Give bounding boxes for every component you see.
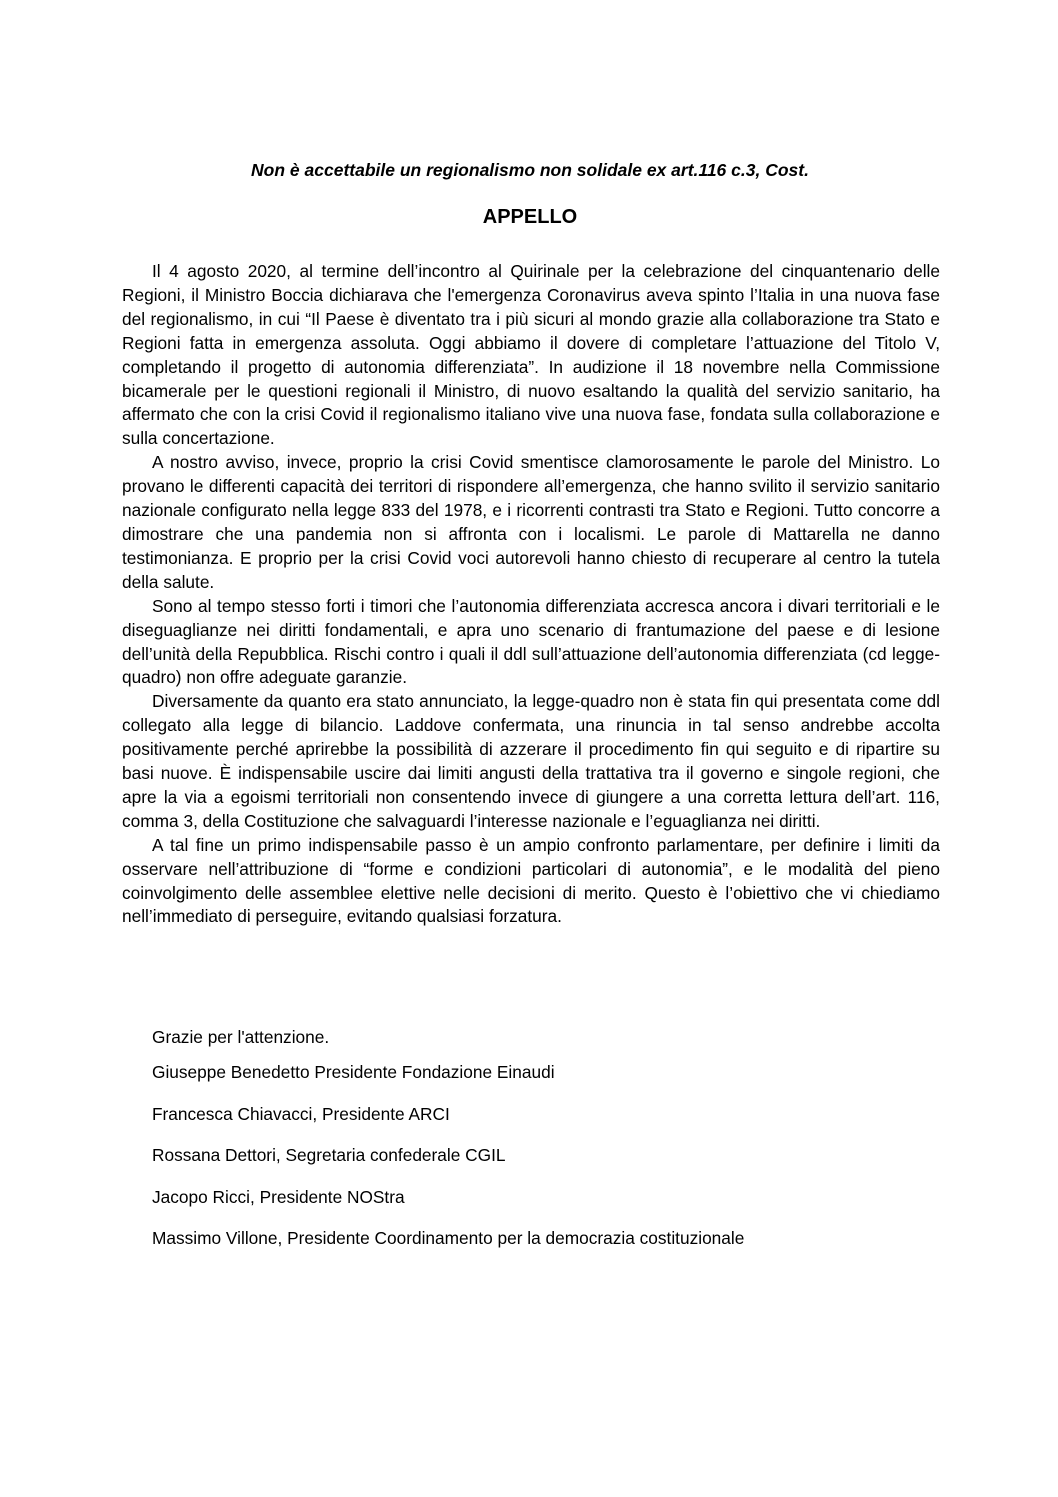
signatory: Jacopo Ricci, Presidente NOStra	[152, 1186, 405, 1207]
signatory: Francesca Chiavacci, Presidente ARCI	[152, 1103, 450, 1124]
body-paragraph: Il 4 agosto 2020, al termine dell’incontro al Quirinale per la celebrazione del cinquantenario delle Regioni, il Ministro Boccia dichiarava che l'emergenza Coronavirus aveva spinto l’Italia in una nuova fase del regionalismo, in cui “Il Paese è diventato tra i più sicuri al mondo grazie alla collaborazione tra Stato e Regioni fatta in emergenza assoluta. Oggi abbiamo il dovere di completare l’attuazione del Titolo V, completando il progetto di autonomia differenziata”. In audizione il 18 novembre nella Commissione bicamerale per le questioni regionali il Ministro, di nuovo esaltando la qualità del servizio sanitario, ha affermato che con la crisi Covid il regionalismo italiano vive una nuova fase, fondata sulla collaborazione e sulla concertazione.	[122, 261, 940, 449]
signatory: Giuseppe Benedetto Presidente Fondazione Einaudi	[152, 1062, 555, 1082]
body-paragraph: Sono al tempo stesso forti i timori che l’autonomia differenziata accresca ancora i divari territoriali e le diseguaglianze nei diritti fondamentali, e apra uno scenario di frantumazione del paese e di lesione dell’unità della Repubblica. Rischi contro i quali il ddl sull’attuazione dell’autonomia differenziata (cd legge-quadro) non offre adeguate garanzie.	[122, 595, 940, 688]
document-body	[122, 260, 940, 929]
document-title: APPELLO	[482, 206, 578, 228]
closing-thanks: Grazie per l'attenzione.	[152, 1027, 330, 1047]
signature-list	[152, 1060, 932, 1268]
body-paragraph: A nostro avviso, invece, proprio la crisi Covid smentisce clamorosamente le parole del Ministro. Lo provano le differenti capacità dei territori di rispondere all’emergenza, che hanno svilito il servizio sanitario nazionale configurato nella legge 833 del 1978, e i ricorrenti contrasti tra Stato e Regioni. Tutto concorre a dimostrare che una pandemia non si affronta con i localismi. Le parole di Mattarella ne danno testimonianza. E proprio per la crisi Covid voci autorevoli hanno chiesto di recuperare al centro la tutela della salute.	[122, 452, 940, 592]
document-subtitle: Non è accettabile un regionalismo non solidale ex art.116 c.3, Cost.	[251, 160, 809, 180]
signatory: Rossana Dettori, Segretaria confederale CGIL	[152, 1145, 506, 1165]
body-paragraph: Diversamente da quanto era stato annunciato, la legge-quadro non è stata fin qui presentata come ddl collegato alla legge di bilancio. Laddove confermata, una rinuncia in tal senso andrebbe accolta positivamente perché aprirebbe la possibilità di azzerare il procedimento fin qui seguito e di ripartire su basi nuove. È indispensabile uscire dai limiti angusti della trattativa tra il governo e singole regioni, che apre la via a egoismi territoriali non consentendo invece di giungere a una corretta lettura dell’art. 116, comma 3, della Costituzione che salvaguardi l’interesse nazionale e l’eguaglianza nei diritti.	[122, 691, 940, 831]
body-paragraph: A tal fine un primo indispensabile passo è un ampio confronto parlamentare, per definire i limiti da osservare nell’attribuzione di “forme e condizioni particolari di autonomia”, e le modalità del pieno coinvolgimento delle assemblee elettive nelle decisioni di merito. Questo è l’obiettivo che vi chiediamo nell’immediato di perseguire, evitando qualsiasi forzatura.	[122, 834, 940, 927]
signatory: Massimo Villone, Presidente Coordinamento per la democrazia costituzionale	[152, 1228, 745, 1248]
